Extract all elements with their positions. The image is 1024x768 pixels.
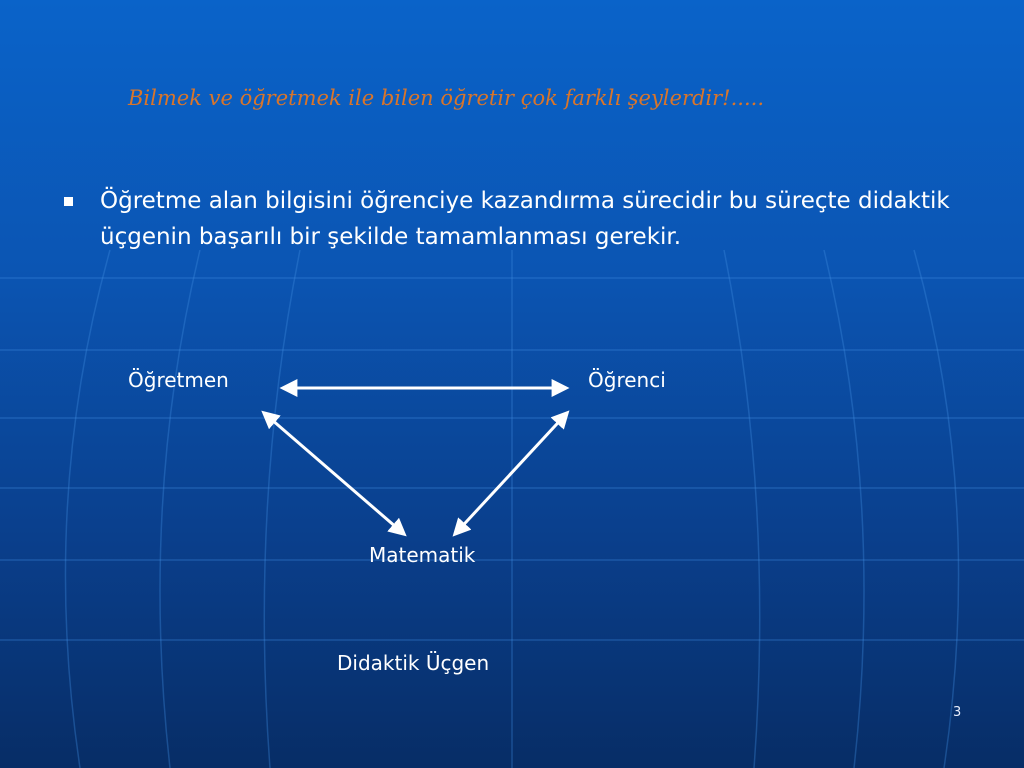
node-math-label: Matematik <box>369 543 476 567</box>
slide-title: Bilmek ve öğretmek ile bilen öğretir çok farklı şeylerdir!..... <box>128 86 764 110</box>
bullet-text: Öğretme alan bilgisini öğrenciye kazandırma sürecidir bu süreçte didaktik üçgenin başarılı bir şekilde tamamlanması gerekir. <box>100 188 950 250</box>
node-student-label: Öğrenci <box>588 368 666 392</box>
diagram-caption: Didaktik Üçgen <box>337 651 490 675</box>
arrow-teacher-math <box>264 413 404 534</box>
arrow-student-math <box>455 413 567 534</box>
slide-number: 3 <box>953 705 962 720</box>
node-teacher-label: Öğretmen <box>128 368 229 392</box>
